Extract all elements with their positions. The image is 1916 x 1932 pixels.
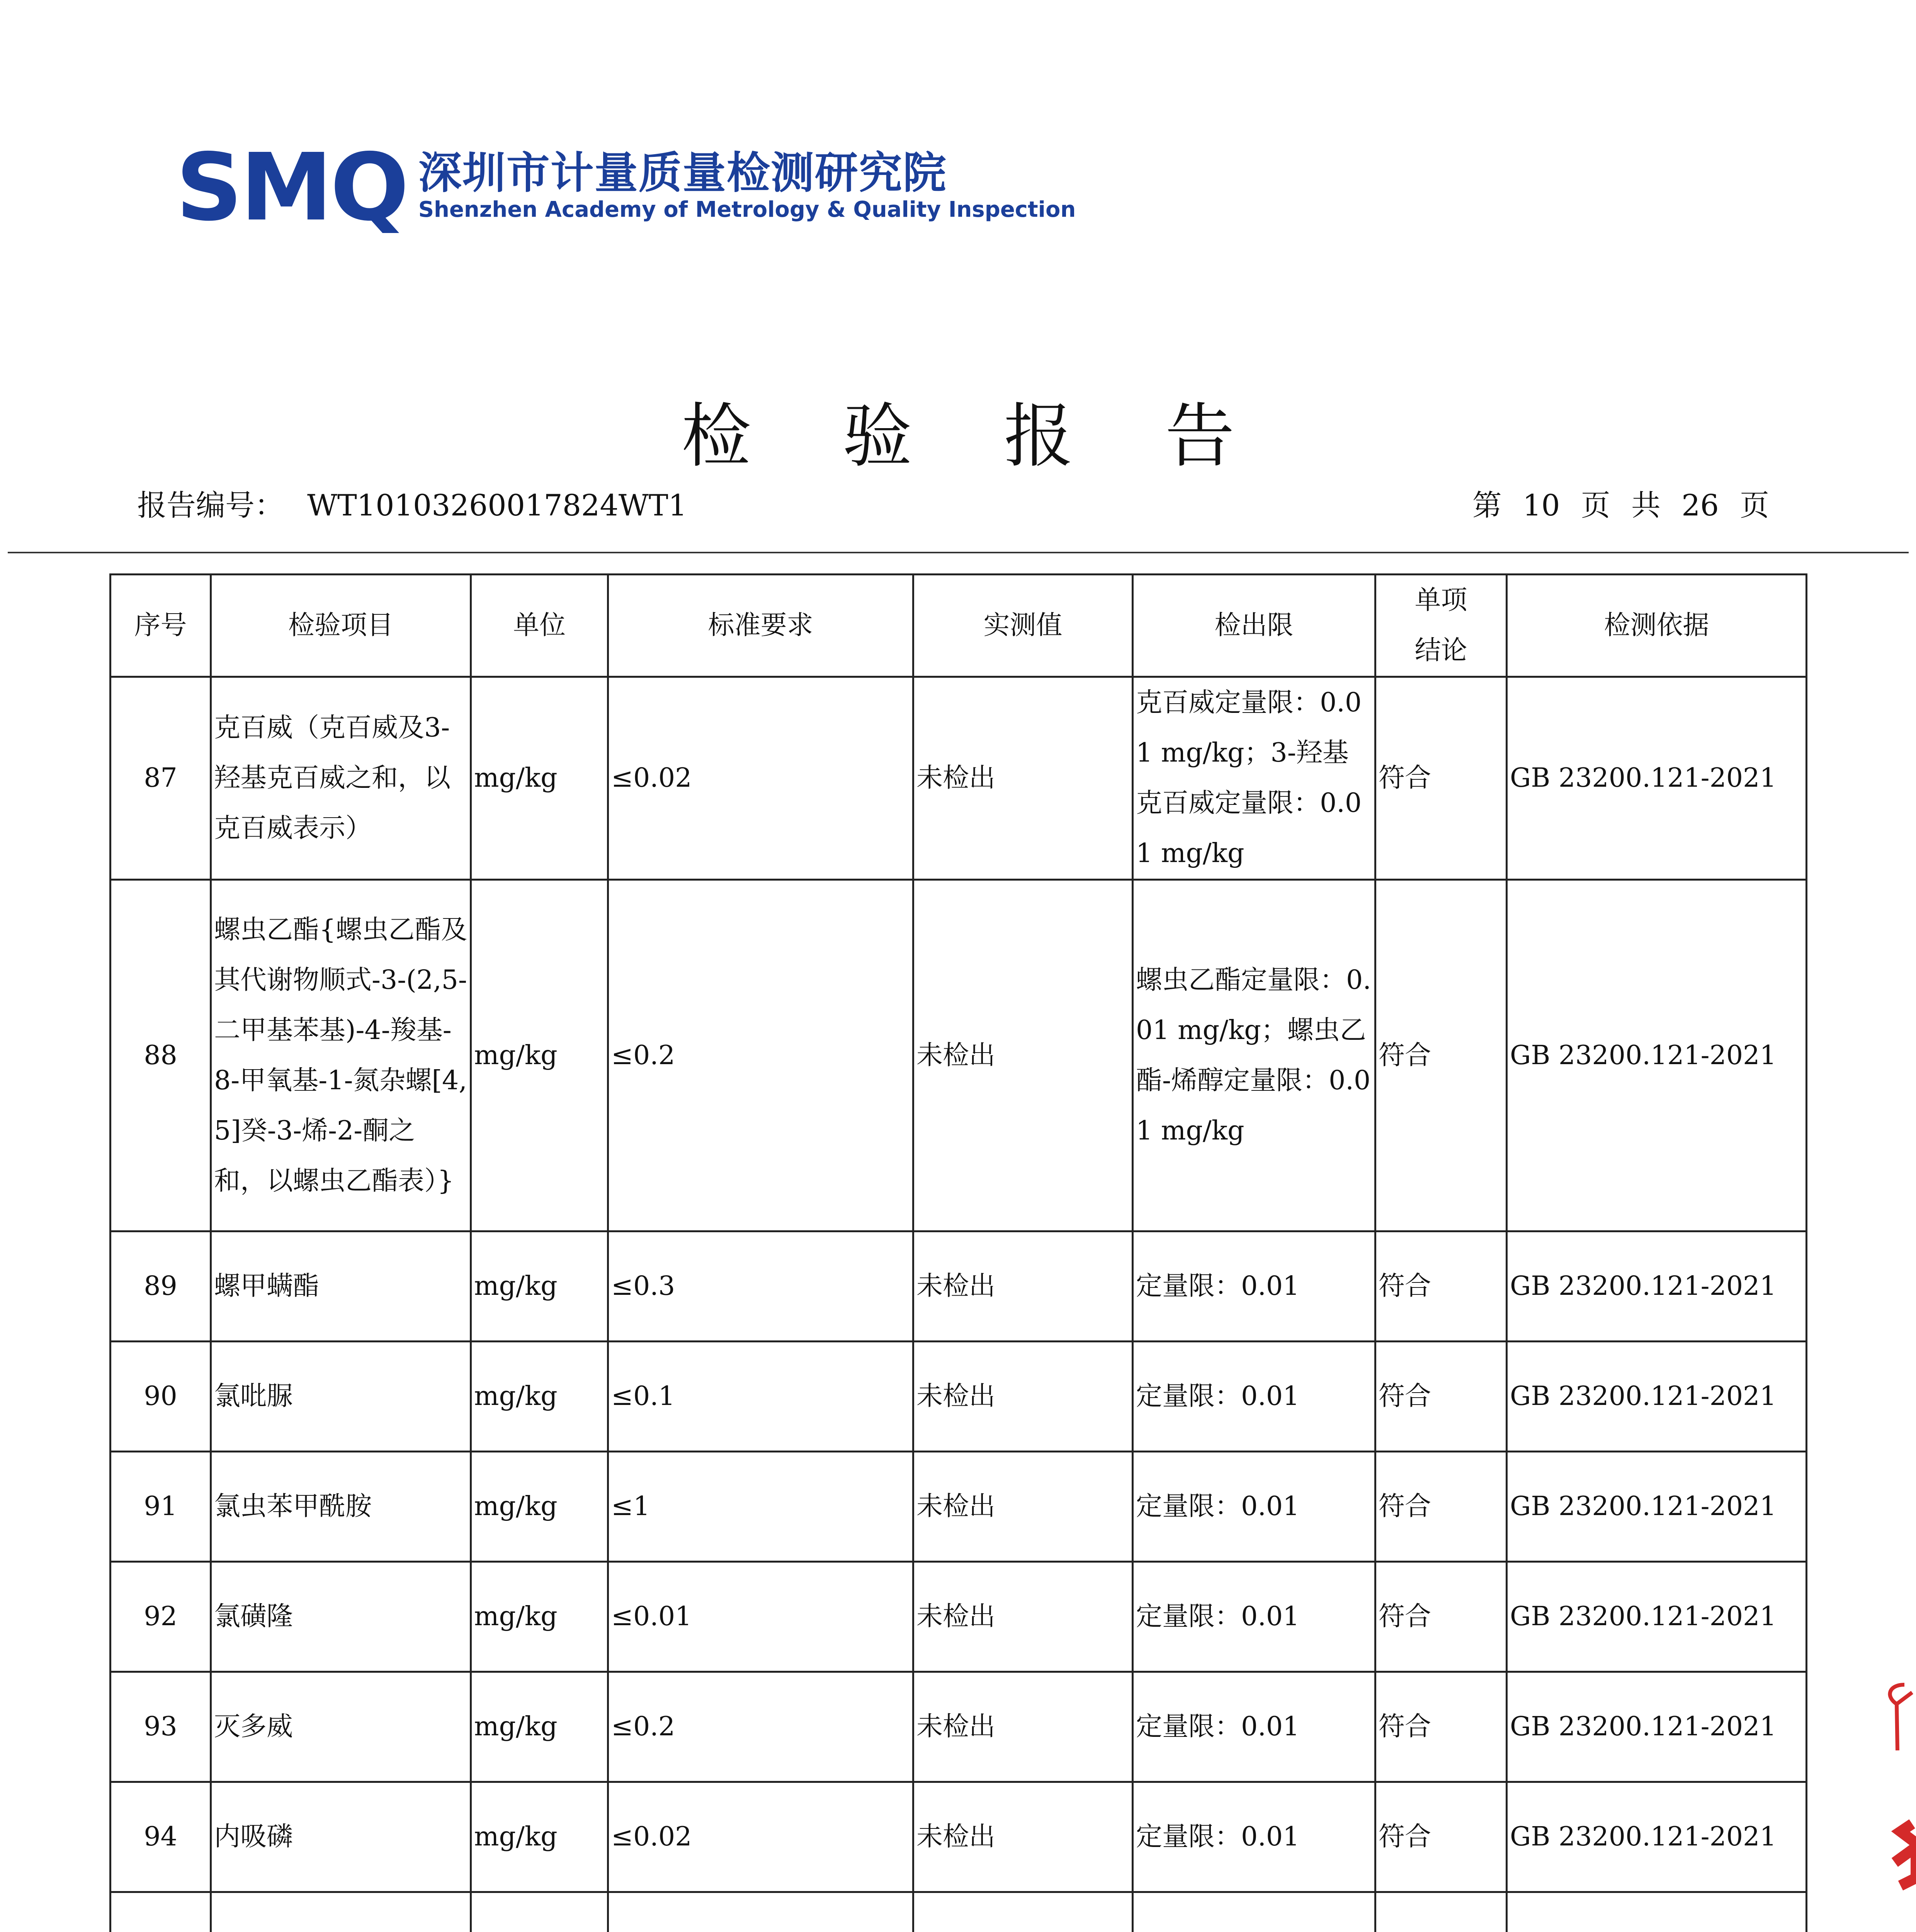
report-number-value: WT10103260017824WT1 (307, 488, 687, 522)
unit-cell: mg/kg (471, 1231, 608, 1342)
seal-graphic (1873, 1662, 1916, 1932)
measured-value-cell: 未检出 (913, 1672, 1133, 1782)
item-conclusion-cell: 符合 (1375, 1342, 1507, 1452)
row-number-cell: 92 (111, 1562, 211, 1672)
org-logo (176, 133, 1076, 242)
item-conclusion-cell: 符合 (1375, 1452, 1507, 1562)
table-row (111, 677, 1807, 880)
detection-limit-cell (1133, 1892, 1375, 1932)
page-indicator: 第 10 页 共 26 页 (1472, 488, 1769, 522)
unit-cell: mg/kg (471, 1672, 608, 1782)
results-table (109, 573, 1807, 1932)
detection-limit-cell: 定量限：0.01 (1133, 1452, 1375, 1562)
row-number-cell: 91 (111, 1452, 211, 1562)
test-basis-cell: GB 23200.121-2021 (1507, 1562, 1807, 1672)
header-cell: 检测依据 (1507, 575, 1807, 677)
table-row (111, 1562, 1807, 1672)
test-basis-cell: GB 23200.121-2021 (1507, 1782, 1807, 1892)
item-conclusion-cell: 符合 (1375, 1672, 1507, 1782)
table-row (111, 1452, 1807, 1562)
measured-value-cell: 未检出 (913, 1562, 1133, 1672)
table-row (111, 1231, 1807, 1342)
unit-cell (471, 1892, 608, 1932)
test-basis-cell (1507, 1892, 1807, 1932)
test-basis-cell: GB 23200.121-2021 (1507, 1672, 1807, 1782)
detection-limit-cell: 螺虫乙酯定量限：0.01 mg/kg；螺虫乙酯-烯醇定量限：0.01 mg/kg (1133, 880, 1375, 1231)
test-item-cell: 灭多威 (211, 1672, 471, 1782)
row-number-cell: 90 (111, 1342, 211, 1452)
table-row (111, 1892, 1807, 1932)
table-row (111, 1672, 1807, 1782)
detection-limit-cell: 定量限：0.01 (1133, 1342, 1375, 1452)
item-conclusion-cell: 符合 (1375, 880, 1507, 1231)
table-row (111, 1782, 1807, 1892)
row-number-cell: 88 (111, 880, 211, 1231)
table-row (111, 1342, 1807, 1452)
standard-requirement-cell: ≤0.2 (608, 1672, 913, 1782)
test-item-cell: 氯虫苯甲酰胺 (211, 1452, 471, 1562)
standard-requirement-cell: ≤0.02 (608, 1782, 913, 1892)
report-number (137, 488, 687, 522)
logo-mark: SMQ (176, 133, 407, 242)
measured-value-cell: 未检出 (913, 1452, 1133, 1562)
measured-value-cell: 未检出 (913, 1342, 1133, 1452)
measured-value-cell: 未检出 (913, 880, 1133, 1231)
test-basis-cell: GB 23200.121-2021 (1507, 1452, 1807, 1562)
detection-limit-cell: 克百威定量限：0.01 mg/kg；3-羟基克百威定量限：0.01 mg/kg (1133, 677, 1375, 880)
row-number-cell: 94 (111, 1782, 211, 1892)
test-item-cell: 克百威（克百威及3-羟基克百威之和，以克百威表示） (211, 677, 471, 880)
measured-value-cell (913, 1892, 1133, 1932)
header-cell: 单项结论 (1375, 575, 1507, 677)
standard-requirement-cell: ≤0.1 (608, 1342, 913, 1452)
header-cell: 单位 (471, 575, 608, 677)
standard-requirement-cell: ≤0.01 (608, 1562, 913, 1672)
measured-value-cell: 未检出 (913, 1782, 1133, 1892)
header-cell: 标准要求 (608, 575, 913, 677)
test-item-cell (211, 1892, 471, 1932)
test-item-cell: 螺虫乙酯{螺虫乙酯及其代谢物顺式-3-(2,5-二甲基苯基)-4-羧基-8-甲氧基-1-氮杂螺[4,5]癸-3-烯-2-酮之和，以螺虫乙酯表）} (211, 880, 471, 1231)
standard-requirement-cell: ≤1 (608, 1452, 913, 1562)
org-name-en: Shenzhen Academy of Metrology & Quality Inspection (418, 197, 1076, 223)
detection-limit-cell: 定量限：0.01 (1133, 1562, 1375, 1672)
test-item-cell: 内吸磷 (211, 1782, 471, 1892)
item-conclusion-cell (1375, 1892, 1507, 1932)
item-conclusion-cell: 符合 (1375, 677, 1507, 880)
item-conclusion-cell: 符合 (1375, 1562, 1507, 1672)
org-name-cn: 深圳市计量质量检测研究院 (418, 148, 947, 198)
header-cell: 实测值 (913, 575, 1133, 677)
header-cell: 检验项目 (211, 575, 471, 677)
standard-requirement-cell: ≤0.3 (608, 1231, 913, 1342)
table-header-row (111, 575, 1807, 677)
unit-cell: mg/kg (471, 1562, 608, 1672)
unit-cell: mg/kg (471, 1342, 608, 1452)
row-number-cell: 87 (111, 677, 211, 880)
standard-requirement-cell: ≤0.02 (608, 677, 913, 880)
logo-text (418, 148, 1076, 224)
row-number-cell (111, 1892, 211, 1932)
row-number-cell: 89 (111, 1231, 211, 1342)
row-number-cell: 93 (111, 1672, 211, 1782)
item-conclusion-cell: 符合 (1375, 1782, 1507, 1892)
item-conclusion-cell: 符合 (1375, 1231, 1507, 1342)
unit-cell: mg/kg (471, 1452, 608, 1562)
test-item-cell: 螺甲螨酯 (211, 1231, 471, 1342)
measured-value-cell: 未检出 (913, 677, 1133, 880)
test-basis-cell: GB 23200.121-2021 (1507, 1231, 1807, 1342)
unit-cell: mg/kg (471, 1782, 608, 1892)
detection-limit-cell: 定量限：0.01 (1133, 1782, 1375, 1892)
header-divider (8, 552, 1909, 553)
test-basis-cell: GB 23200.121-2021 (1507, 880, 1807, 1231)
test-basis-cell: GB 23200.121-2021 (1507, 1342, 1807, 1452)
test-item-cell: 氯吡脲 (211, 1342, 471, 1452)
test-basis-cell: GB 23200.121-2021 (1507, 677, 1807, 880)
detection-limit-cell: 定量限：0.01 (1133, 1672, 1375, 1782)
standard-requirement-cell: ≤0.2 (608, 880, 913, 1231)
document-title: 检 验 报 告 (681, 396, 1270, 477)
table-row (111, 880, 1807, 1231)
header-cell: 序号 (111, 575, 211, 677)
standard-requirement-cell (608, 1892, 913, 1932)
test-item-cell: 氯磺隆 (211, 1562, 471, 1672)
red-seal-stamp (1873, 1662, 1916, 1932)
header-cell: 检出限 (1133, 575, 1375, 677)
report-number-label: 报告编号： (137, 488, 284, 522)
measured-value-cell: 未检出 (913, 1231, 1133, 1342)
unit-cell: mg/kg (471, 880, 608, 1231)
unit-cell: mg/kg (471, 677, 608, 880)
detection-limit-cell: 定量限：0.01 (1133, 1231, 1375, 1342)
